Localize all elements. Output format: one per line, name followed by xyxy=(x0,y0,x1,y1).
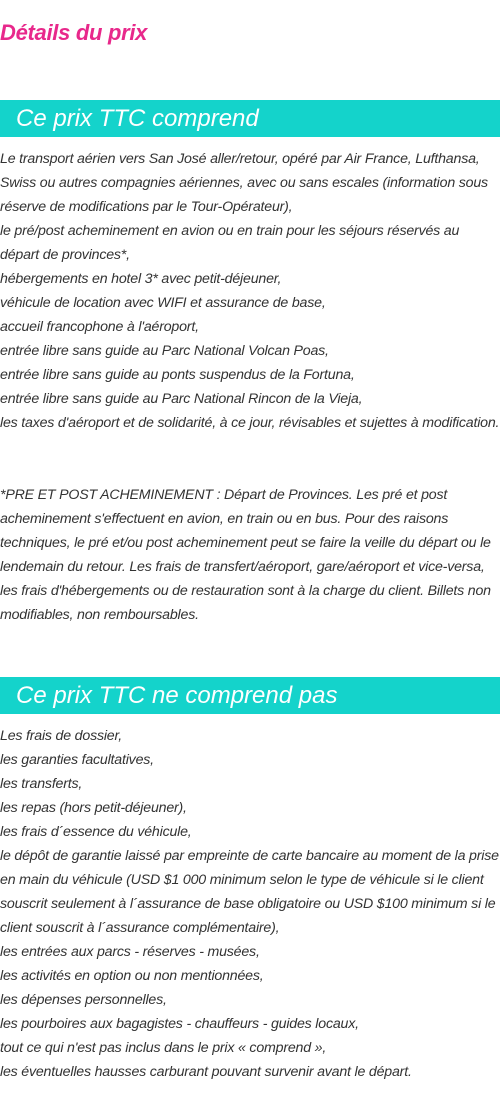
included-note: *PRE ET POST ACHEMINEMENT : Départ de Provinces. Les pré et post acheminement s'effectuent en avion, en train ou en bus. Pour des raisons techniques, le pré et/ou post acheminement peut se faire la veille du départ ou le lendemain du retour. Les frais de transfert/aéroport, gare/aéroport et vice-versa, les frais d'hébergements ou de restauration sont à la charge du client. Billets non modifiables, non remboursables. xyxy=(0,487,491,623)
excluded-heading: Ce prix TTC ne comprend pas xyxy=(0,677,500,714)
included-heading: Ce prix TTC comprend xyxy=(0,100,500,137)
included-item: le pré/post acheminement en avion ou en train pour les séjours réservés au départ de provinces*, xyxy=(0,223,460,263)
excluded-item: les dépenses personnelles, xyxy=(0,992,167,1008)
excluded-item: les repas (hors petit-déjeuner), xyxy=(0,800,187,816)
included-item: véhicule de location avec WIFI et assurance de base, xyxy=(0,295,326,311)
excluded-list xyxy=(0,724,500,1084)
excluded-item: Les frais de dossier, xyxy=(0,728,122,744)
included-item: les taxes d'aéroport et de solidarité, à ce jour, révisables et sujettes à modification. xyxy=(0,415,500,431)
included-item: entrée libre sans guide au Parc National Volcan Poas, xyxy=(0,343,329,359)
included-item: hébergements en hotel 3* avec petit-déjeuner, xyxy=(0,271,282,287)
included-item: entrée libre sans guide au Parc National Rincon de la Vieja, xyxy=(0,391,363,407)
excluded-item: tout ce qui n'est pas inclus dans le prix « comprend », xyxy=(0,1040,327,1056)
page-title: Détails du prix xyxy=(0,20,148,45)
included-item: accueil francophone à l'aéroport, xyxy=(0,319,199,335)
excluded-item: les transferts, xyxy=(0,776,83,792)
included-list xyxy=(0,147,500,435)
excluded-item: les activités en option ou non mentionnées, xyxy=(0,968,264,984)
excluded-item: les garanties facultatives, xyxy=(0,752,154,768)
included-item: Le transport aérien vers San José aller/retour, opéré par Air France, Lufthansa, Swiss ou autres compagnies aériennes, avec ou sans escales (information sous réserve de modifications par le Tour-Opérateur), xyxy=(0,151,488,215)
included-item: entrée libre sans guide au ponts suspendus de la Fortuna, xyxy=(0,367,355,383)
excluded-item: les frais d´essence du véhicule, xyxy=(0,824,192,840)
excluded-item: les éventuelles hausses carburant pouvant survenir avant le départ. xyxy=(0,1064,412,1080)
excluded-item: les pourboires aux bagagistes - chauffeurs - guides locaux, xyxy=(0,1016,359,1032)
excluded-item: les entrées aux parcs - réserves - musées, xyxy=(0,944,260,960)
excluded-item: le dépôt de garantie laissé par empreinte de carte bancaire au moment de la prise en main du véhicule (USD $1 000 minimum selon le type de véhicule si le client souscrit seulement à l´assurance de base obligatoire ou USD $100 minimum si le client souscrit à l´assurance complémentaire), xyxy=(0,848,499,936)
included-note-block xyxy=(0,483,500,627)
